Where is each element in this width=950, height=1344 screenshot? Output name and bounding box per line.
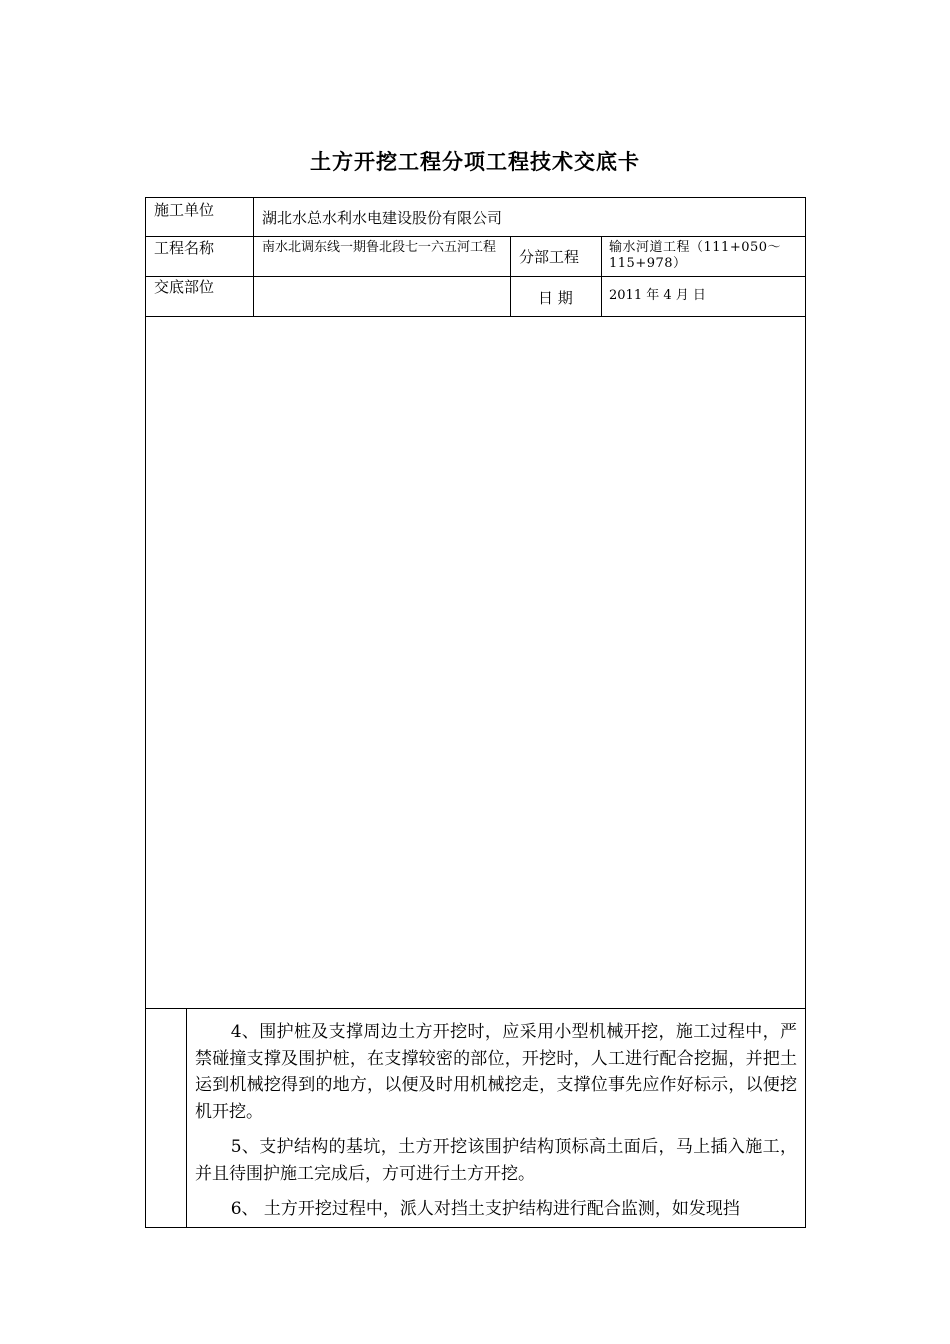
content-text xyxy=(195,1019,797,1223)
paragraph-6: 6、 土方开挖过程中，派人对挡土支护结构进行配合监测，如发现挡 xyxy=(230,1199,740,1219)
date-value: 2011 年 4 月 日 xyxy=(609,288,706,303)
document-title: 土方开挖工程分项工程技术交底卡 xyxy=(310,149,640,174)
division-value: 输水河道工程（111+050～115+978） xyxy=(609,240,782,271)
paragraph-5: 5、支护结构的基坑，土方开挖该围护结构顶标高土面后，马上插入施工，并且待围护施工完成后，方可进行土方开挖。 xyxy=(195,1137,797,1184)
division-label: 分部工程 xyxy=(519,248,580,266)
paragraph-4: 4、围护桩及支撑周边土方开挖时，应采用小型机械开挖，施工过程中，严禁碰撞支撑及围护桩，在支撑较密的部位，开挖时，人工进行配合挖掘，并把土运到机械挖得到的地方，以便及时用机械挖走，支撑位事先应作好标示，以便挖机开挖。 xyxy=(195,1022,797,1122)
location-label: 交底部位 xyxy=(154,278,215,296)
project-label: 工程名称 xyxy=(154,239,215,257)
date-label: 日 期 xyxy=(538,289,573,307)
unit-value: 湖北水总水利水电建设股份有限公司 xyxy=(262,209,503,227)
unit-label: 施工单位 xyxy=(154,201,215,219)
content-area xyxy=(145,316,806,1009)
project-value: 南水北调东线一期鲁北段七一六五河工程 xyxy=(262,240,497,255)
